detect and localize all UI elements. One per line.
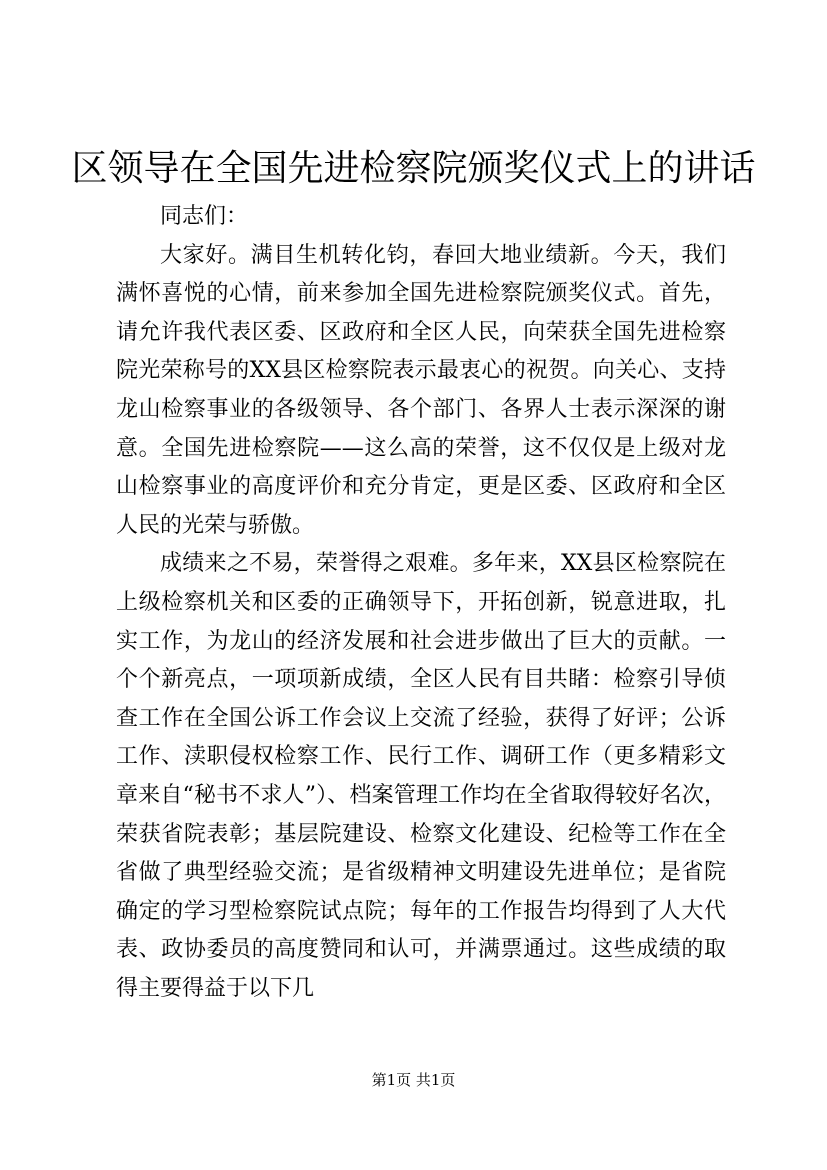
document-title: 区领导在全国先进检察院颁奖仪式上的讲话 (71, 148, 756, 189)
greeting: 同志们： (160, 204, 249, 229)
paragraph-1: 大家好。满目生机转化钧，春回大地业绩新。今天，我们满怀喜悦的心情，前来参加全国先进检察院颁奖仪式。首先，请允许我代表区委、区政府和全区人民，向荣获全国先进检察院光荣称号的XX县区检察院表示最衷心的祝贺。向关心、支持龙山检察事业的各级领导、各个部门、各界人士表示深深的谢意。全国先进检察院——这么高的荣誉，这不仅仅是上级对龙山检察事业的高度评价和充分肯定，更是区委、区政府和全区人民的光荣与骄傲。 (116, 242, 726, 538)
page-footer: 第1页 共1页 (371, 1071, 456, 1089)
paragraph-2: 成绩来之不易，荣誉得之艰难。多年来，XX县区检察院在上级检察机关和区委的正确领导下，开拓创新，锐意进取，扎实工作，为龙山的经济发展和社会进步做出了巨大的贡献。一个个新亮点，一项项新成绩，全区人民有目共睹：检察引导侦查工作在全国公诉工作会议上交流了经验，获得了好评；公诉工作、渎职侵权检察工作、民行工作、调研工作（更多精彩文章来自“秘书不求人”）、档案管理工作均在全省取得较好名次，荣获省院表彰；基层院建设、检察文化建设、纪检等工作在全省做了典型经验交流；是省级精神文明建设先进单位；是省院确定的学习型检察院试点院；每年的工作报告均得到了人大代表、政协委员的高度赞同和认可，并满票通过。这些成绩的取得主要得益于以下几 (116, 551, 726, 1001)
document-body (116, 198, 726, 1008)
